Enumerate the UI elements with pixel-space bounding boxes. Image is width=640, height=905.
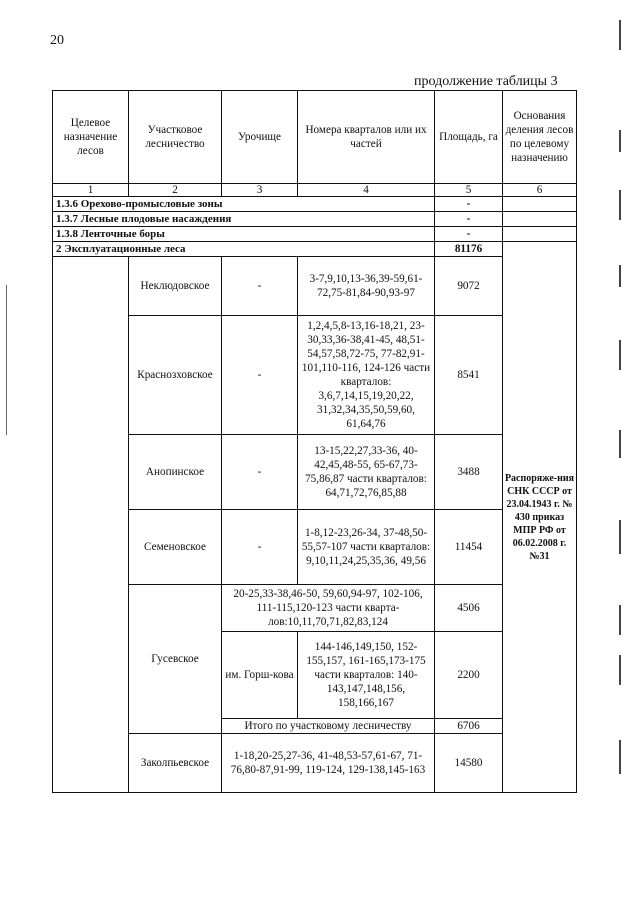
- section-basis: [503, 212, 577, 227]
- section-area: 81176: [435, 242, 503, 257]
- scan-mark: [619, 740, 621, 774]
- area-cell: 2200: [435, 632, 503, 719]
- scan-mark: [619, 265, 621, 287]
- section-area: -: [435, 227, 503, 242]
- section-row: [53, 197, 577, 212]
- table-caption: продолжение таблицы 3: [414, 74, 558, 89]
- quarters-cell: 144-146,149,150, 152-155,157, 161-165,173-175 части кварталов: 140-143,147,148,156, 158,166,167: [298, 632, 435, 719]
- section-row: [53, 212, 577, 227]
- scan-mark: [619, 655, 621, 685]
- tract-cell: им. Горш-кова: [222, 632, 298, 719]
- forest-table: [52, 90, 577, 793]
- quarters-cell: 3-7,9,10,13-36,39-59,61-72,75-81,84-90,93-97: [298, 257, 435, 316]
- section-label: 1.3.7 Лесные плодовые насаждения: [53, 212, 435, 227]
- section-area: -: [435, 212, 503, 227]
- header-number-row: [53, 184, 577, 197]
- quarters-cell: 20-25,33-38,46-50, 59,60,94-97, 102-106, 111-115,120-123 части кварта-лов:10,11,70,71,82,83,124: [222, 585, 435, 632]
- table-row: [53, 510, 577, 585]
- table-row: [53, 734, 577, 793]
- area-cell: 9072: [435, 257, 503, 316]
- page-number: 20: [50, 33, 64, 48]
- table-row: [53, 435, 577, 510]
- header-basis: Основания деления лесов по целевому назначению: [503, 91, 577, 184]
- header-number: 5: [435, 184, 503, 197]
- table-row: [53, 585, 577, 632]
- subtotal-area: 6706: [435, 719, 503, 734]
- scan-mark-left: [6, 285, 7, 435]
- quarters-cell: 1-18,20-25,27-36, 41-48,53-57,61-67, 71-76,80-87,91-99, 119-124, 129-138,145-163: [222, 734, 435, 793]
- quarters-cell: 13-15,22,27,33-36, 40-42,45,48-55, 65-67,73-75,86,87 части кварталов: 64,71,72,76,85,88: [298, 435, 435, 510]
- section-label: 2 Эксплуатационные леса: [53, 242, 435, 257]
- tract-cell: -: [222, 435, 298, 510]
- scan-mark: [619, 340, 621, 370]
- section-label: 1.3.8 Ленточные боры: [53, 227, 435, 242]
- section-row: [53, 242, 577, 257]
- header-number: 4: [298, 184, 435, 197]
- quarters-cell: 1,2,4,5,8-13,16-18,21, 23-30,33,36-38,41-45, 48,51-54,57,58,72-75, 77-82,91-101,110-116, 124-126 части кварталов: 3,6,7,14,15,19,20,22, 31,32,34,35,50,59,60, 61,64,76: [298, 316, 435, 435]
- forestry-cell: Анопинское: [129, 435, 222, 510]
- header-number: 3: [222, 184, 298, 197]
- header-purpose: Целевое назначение лесов: [53, 91, 129, 184]
- header-row: [53, 91, 577, 184]
- tract-cell: -: [222, 257, 298, 316]
- scan-mark: [619, 130, 621, 152]
- area-cell: 4506: [435, 585, 503, 632]
- purpose-cell: [53, 257, 129, 793]
- header-quarters: Номера кварталов или их частей: [298, 91, 435, 184]
- forestry-cell: Семеновское: [129, 510, 222, 585]
- table-row: [53, 316, 577, 435]
- header-number: 1: [53, 184, 129, 197]
- section-row: [53, 227, 577, 242]
- area-cell: 3488: [435, 435, 503, 510]
- area-cell: 14580: [435, 734, 503, 793]
- section-basis: [503, 227, 577, 242]
- quarters-cell: 1-8,12-23,26-34, 37-48,50-55,57-107 части кварталов: 9,10,11,24,25,35,36, 49,56: [298, 510, 435, 585]
- header-forestry: Участковое лесничество: [129, 91, 222, 184]
- scan-mark: [619, 190, 621, 220]
- area-cell: 8541: [435, 316, 503, 435]
- table-row: [53, 257, 577, 316]
- scan-mark: [619, 430, 621, 458]
- forestry-cell: Гусевское: [129, 585, 222, 734]
- scan-mark: [619, 20, 621, 50]
- forestry-cell: Неклюдовское: [129, 257, 222, 316]
- scan-mark: [619, 520, 621, 554]
- section-basis: [503, 197, 577, 212]
- header-number: 2: [129, 184, 222, 197]
- header-area: Площадь, га: [435, 91, 503, 184]
- tract-cell: -: [222, 510, 298, 585]
- scan-mark: [619, 605, 621, 635]
- tract-cell: -: [222, 316, 298, 435]
- area-cell: 11454: [435, 510, 503, 585]
- header-number: 6: [503, 184, 577, 197]
- section-area: -: [435, 197, 503, 212]
- basis-cell: Распоряже-ния СНК СССР от 23.04.1943 г. № 430 приказ МПР РФ от 06.02.2008 г. №31: [503, 242, 577, 793]
- forestry-cell: Краснозховское: [129, 316, 222, 435]
- forestry-cell: Заколпьевское: [129, 734, 222, 793]
- header-tract: Урочище: [222, 91, 298, 184]
- subtotal-label: Итого по участковому лесничеству: [222, 719, 435, 734]
- section-label: 1.3.6 Орехово-промысловые зоны: [53, 197, 435, 212]
